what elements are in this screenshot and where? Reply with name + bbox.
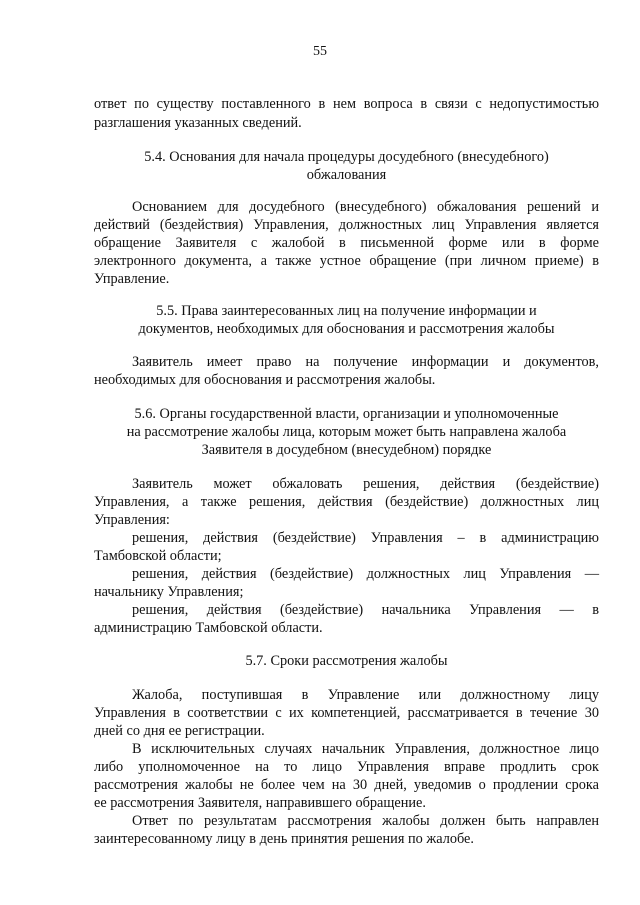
paragraph-line: В исключительных случаях начальник Управления, должностное лицо <box>132 741 599 757</box>
section-heading-5-5: документов, необходимых для обоснования и рассмотрения жалобы <box>138 321 555 337</box>
list-item-line: решения, действия (бездействие) начальника Управления — в <box>132 602 599 618</box>
list-item-line: решения, действия (бездействие) должностных лиц Управления — <box>132 566 599 582</box>
paragraph-line: дней со дня ее регистрации. <box>94 723 265 739</box>
section-heading-5-4: обжалования <box>306 167 387 183</box>
paragraph-line: Управления, а также решения, действия (бездействие) должностных лиц <box>94 494 599 510</box>
list-item-line: Тамбовской области; <box>94 548 222 564</box>
paragraph-line: обращение Заявителя с жалобой в письменной форме или в форме <box>94 235 599 251</box>
paragraph-line: ее рассмотрения Заявителя, направившего обращение. <box>94 795 426 811</box>
list-item-line: администрацию Тамбовской области. <box>94 620 323 636</box>
paragraph-line: действий (бездействия) Управления, должностных лиц Управления является <box>94 217 599 233</box>
paragraph-line: Управления: <box>94 512 170 528</box>
paragraph-line: Управления в соответствии с их компетенцией, рассматривается в течение 30 <box>94 705 599 721</box>
list-item-line: начальнику Управления; <box>94 584 244 600</box>
paragraph-line: Заявитель может обжаловать решения, действия (бездействие) <box>132 476 599 492</box>
section-heading-5-6: Заявителя в досудебном (внесудебном) порядке <box>201 442 492 458</box>
paragraph-line: электронного документа, а также устное обращение (при личном приеме) в <box>94 253 599 269</box>
paragraph-line: Заявитель имеет право на получение информации и документов, <box>132 354 599 370</box>
section-heading-5-5: 5.5. Права заинтересованных лиц на получение информации и <box>156 303 537 319</box>
paragraph-line: Ответ по результатам рассмотрения жалобы должен быть направлен <box>132 813 599 829</box>
paragraph-line: разглашения указанных сведений. <box>94 115 302 131</box>
page-number: 55 <box>313 44 327 59</box>
section-heading-5-6: на рассмотрение жалобы лица, которым может быть направлена жалоба <box>126 424 567 440</box>
paragraph-line: ответ по существу поставленного в нем вопроса в связи с недопустимостью <box>94 96 599 112</box>
section-heading-5-7: 5.7. Сроки рассмотрения жалобы <box>245 653 448 669</box>
section-heading-5-6: 5.6. Органы государственной власти, организации и уполномоченные <box>134 406 559 422</box>
list-item-line: решения, действия (бездействие) Управления – в администрацию <box>132 530 599 546</box>
section-heading-5-4: 5.4. Основания для начала процедуры досудебного (внесудебного) <box>144 149 549 165</box>
paragraph-line: заинтересованному лицу в день принятия решения по жалобе. <box>94 831 474 847</box>
paragraph-line: рассмотрения жалобы не более чем на 30 дней, уведомив о продлении срока <box>94 777 599 793</box>
paragraph-line: либо уполномоченное на то лицо Управления вправе продлить срок <box>94 759 599 775</box>
paragraph-line: Управление. <box>94 271 170 287</box>
paragraph-line: необходимых для обоснования и рассмотрения жалобы. <box>94 372 436 388</box>
paragraph-line: Основанием для досудебного (внесудебного) обжалования решений и <box>132 199 599 215</box>
paragraph-line: Жалоба, поступившая в Управление или должностному лицу <box>132 687 599 703</box>
